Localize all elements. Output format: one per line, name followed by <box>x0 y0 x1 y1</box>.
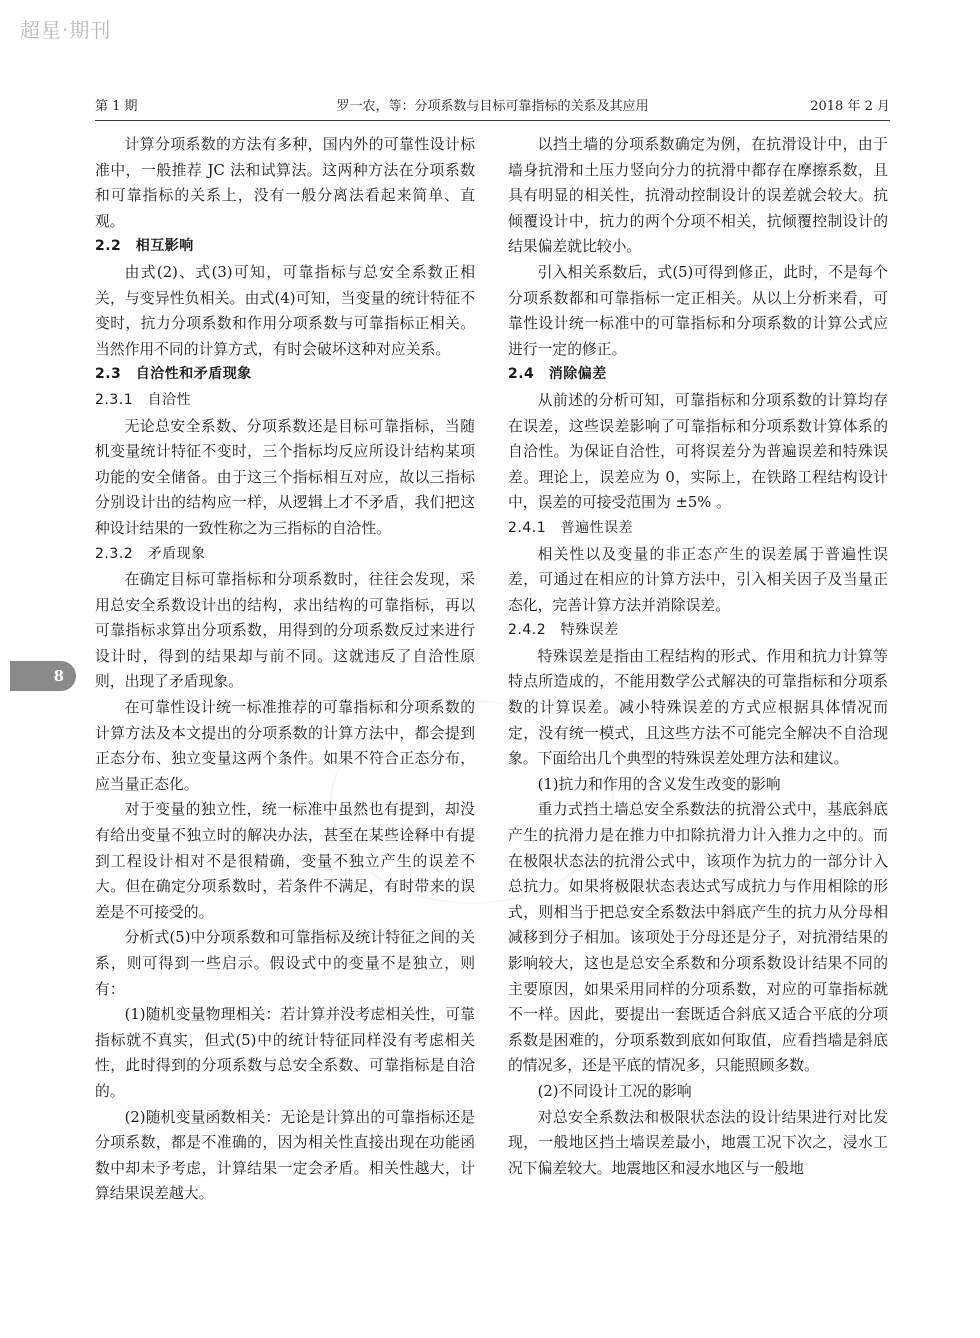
list-item-heading: (2)不同设计工况的影响 <box>537 1082 692 1100</box>
left-column <box>95 132 475 1282</box>
running-header <box>95 95 890 119</box>
paragraph: 对总安全系数法和极限状态法的设计结果进行对比发现，一般地区挡土墙误差最小，地震工况下次之，浸水工况下偏差较大。地震地区和浸水地区与一般地 <box>508 1108 888 1177</box>
paragraph: 从前述的分析可知，可靠指标和分项系数的计算均存在误差，这些误差影响了可靠指标和分项系数计算体系的自洽性。为保证自洽性，可将误差分为普遍误差和特殊误差。理论上，误差应为 0，实际上，在铁路工程结构设计中，误差的可接受范围为 ±5% 。 <box>508 391 888 512</box>
section-heading: 2.2 相互影响 <box>95 238 194 255</box>
header-issue: 第 1 期 <box>95 99 138 114</box>
paragraph: 在可靠性设计统一标准推荐的可靠指标和分项系数的计算方法及本文提出的分项系数的计算方法中，都会提到正态分布、独立变量这两个条件。如果不符合正态分布，应当量正态化。 <box>95 699 475 793</box>
header-title: 罗一农，等：分项系数与目标可靠指标的关系及其应用 <box>336 99 649 114</box>
paragraph: 对于变量的独立性，统一标准中虽然也有提到，却没有给出变量不独立时的解决办法，甚至在某些诠释中有提到工程设计相对不是很精确，变量不独立产生的误差不大。但在确定分项系数时，若条件不满足，有时带来的误差是不可接受的。 <box>95 801 475 921</box>
page-number-tab: 8 <box>10 661 76 691</box>
list-item-heading: (1)抗力和作用的含义发生改变的影响 <box>537 775 781 793</box>
header-date: 2018 年 2 月 <box>810 99 890 114</box>
list-paragraph: (1)随机变量物理相关：若计算并没考虑相关性，可靠指标就不真实，但式(5)中的统计特征同样没有考虑相关性，此时得到的分项系数与总安全系数、可靠指标是自洽的。 <box>95 1006 475 1100</box>
paragraph: 无论总安全系数、分项系数还是目标可靠指标，当随机变量统计特征不变时，三个指标均反应所设计结构某项功能的安全储备。由于这三个指标相互对应，故以三指标分别设计出的结构应一样，从逻辑上才不矛盾，我们把这种设计结果的一致性称之为三指标的自洽性。 <box>95 417 475 537</box>
paragraph: 相关性以及变量的非正态产生的误差属于普遍性误差，可通过在相应的计算方法中，引入相关因子及当量正态化，完善计算方法并消除误差。 <box>508 545 888 614</box>
subsection-heading: 2.3.2 矛盾现象 <box>95 545 206 562</box>
paragraph: 特殊误差是指由工程结构的形式、作用和抗力计算等特点所造成的，不能用数学公式解决的可靠指标和分项系数的计算误差。减小特殊误差的方式应根据具体情况而定，没有统一模式，且这些方法不可能完全解决不自洽现象。下面给出几个典型的特殊误差处理方法和建议。 <box>508 647 888 768</box>
paragraph: 分析式(5)中分项系数和可靠指标及统计特征之间的关系，则可得到一些启示。假设式中的变量不是独立，则有： <box>95 929 475 998</box>
paragraph: 引入相关系数后，式(5)可得到修正，此时，不是每个分项系数都和可靠指标一定正相关。从以上分析来看，可靠性设计统一标准中的可靠指标和分项系数的计算公式应进行一定的修正。 <box>508 263 888 358</box>
paragraph: 以挡土墙的分项系数确定为例，在抗滑设计中，由于墙身抗滑和土压力竖向分力的抗滑中都存在摩擦系数，且具有明显的相关性，抗滑动控制设计的误差就会较大。抗倾覆设计中，抗力的两个分项不相关，抗倾覆控制设计的结果偏差就比较小。 <box>508 136 888 256</box>
watermark-logo: 超星·期刊 <box>20 18 112 42</box>
paragraph: 重力式挡土墙总安全系数法的抗滑公式中，基底斜底产生的抗滑力是在推力中扣除抗滑力计入推力之中的。而在极限状态法的抗滑公式中，该项作为抗力的一部分计入总抗力。如果将极限状态表达式写成抗力与作用相除的形式，则相当于把总安全系数法中斜底产生的抗力从分母相减移到分子相加。该项处于分母还是分子，对抗滑结果的影响较大，这也是总安全系数和分项系数设计结果不同的主要原因，如果采用同样的分项系数，对应的可靠指标就不一样。因此，要提出一套既适合斜底又适合平底的分项系数是困难的，分项系数到底如何取值，应看挡墙是斜底的情况多，还是平底的情况多，只能照顾多数。 <box>508 801 888 1075</box>
paragraph: 在确定目标可靠指标和分项系数时，往往会发现，采用总安全系数设计出的结构，求出结构的可靠指标，再以可靠指标求算出分项系数，用得到的分项系数反过来进行设计时，得到的结果却与前不同。这就违反了自洽性原则，出现了矛盾现象。 <box>95 571 475 691</box>
section-heading: 2.3 自洽性和矛盾现象 <box>95 366 252 383</box>
subsection-heading: 2.3.1 自洽性 <box>95 391 192 408</box>
list-paragraph: (2)随机变量函数相关：无论是计算出的可靠指标还是分项系数，都是不准确的，因为相关性直接出现在功能函数中却未予考虑，计算结果一定会矛盾。相关性越大，计算结果误差越大。 <box>95 1108 475 1203</box>
subsection-heading: 2.4.1 普遍性误差 <box>508 519 634 536</box>
header-divider <box>95 120 890 121</box>
right-column <box>508 132 888 1282</box>
paragraph: 由式(2)、式(3)可知，可靠指标与总安全系数正相关，与变异性负相关。由式(4)可知，当变量的统计特征不变时，抗力分项系数和作用分项系数与可靠指标正相关。当然作用不同的计算方式，有时会破坏这种对应关系。 <box>95 263 475 358</box>
paragraph: 计算分项系数的方法有多种，国内外的可靠性设计标准中，一般推荐 JC 法和试算法。这两种方法在分项系数和可靠指标的关系上，没有一般分离法看起来简单、直观。 <box>95 136 475 230</box>
section-heading: 2.4 消除偏差 <box>508 366 607 383</box>
subsection-heading: 2.4.2 特殊误差 <box>508 622 619 639</box>
